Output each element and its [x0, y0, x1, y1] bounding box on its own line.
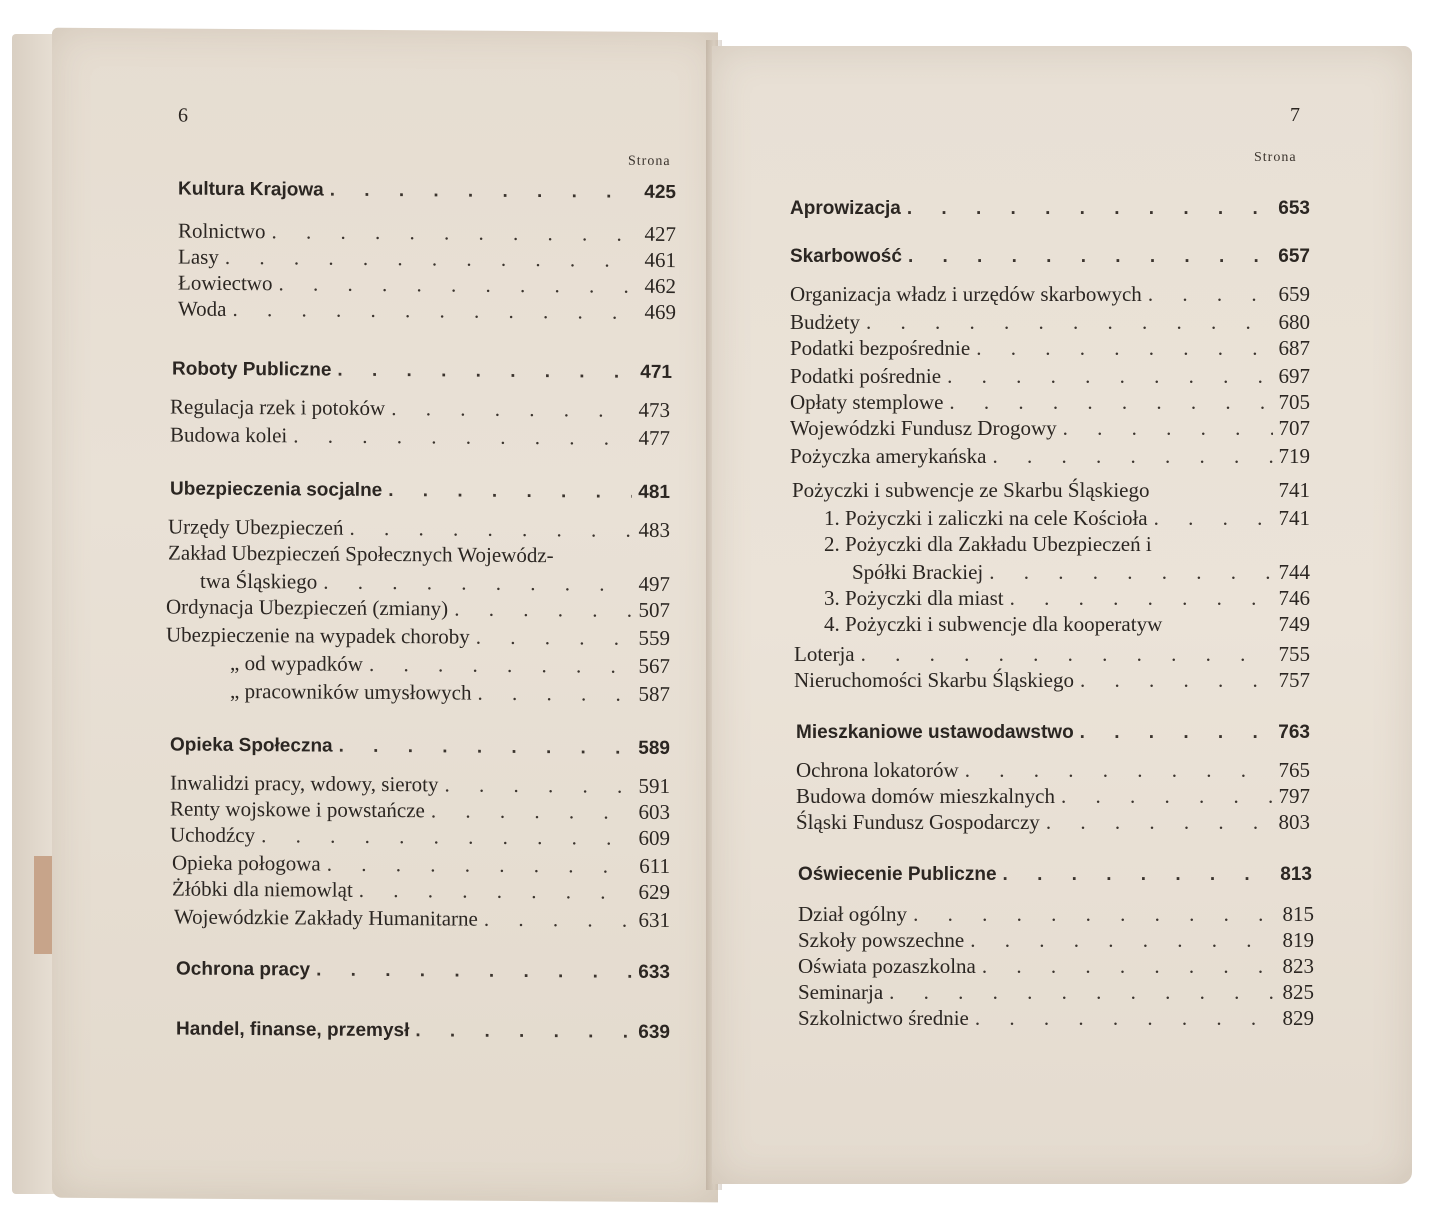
toc-entry: Żłóbki dla niemowląt . . . 629	[172, 877, 670, 905]
toc-entry: Podatki pośrednie . . . 697	[790, 364, 1310, 389]
toc-entry: Oświecenie Publiczne . . . 813	[798, 864, 1312, 886]
toc-entry-line: 2. Pożyczki dla Zakładu Ubezpieczeń i	[824, 532, 1152, 556]
toc-entry: Budżety . . . 680	[790, 310, 1310, 335]
toc-entry: Renty wojskowe i powstańcze . . . 603	[170, 796, 670, 824]
page-number: 7	[1290, 104, 1300, 126]
toc-entry: „ pracowników umysłowych . . . 587	[230, 679, 670, 707]
toc-entry: 3. Pożyczki dla miast . . . 746	[824, 586, 1310, 611]
right-page	[712, 46, 1412, 1184]
toc-entry: Budowa kolei . . . 477	[170, 422, 670, 450]
toc-entry: Kultura Krajowa . . . 425	[178, 179, 676, 204]
toc-entry: Ochrona lokatorów . . . 765	[796, 758, 1310, 783]
toc-entry: Inwalidzi pracy, wdowy, sieroty . . . 591	[170, 770, 670, 798]
toc-entry: Oświata pozaszkolna . . . 823	[798, 954, 1314, 979]
toc-entry: Ubezpieczenia socjalne . . . 481	[170, 478, 670, 503]
toc-entry-line: Zakład Ubezpieczeń Społecznych Wojewódz-	[168, 540, 554, 568]
page-number: 6	[178, 104, 188, 127]
toc-entry: Mieszkaniowe ustawodawstwo . . . 763	[796, 722, 1310, 744]
toc-entry: „ od wypadków . . . 567	[230, 651, 670, 679]
toc-entry: Śląski Fundusz Gospodarczy . . . 803	[796, 810, 1310, 835]
toc-entry: Woda . . . 469	[178, 297, 676, 325]
toc-entry: Nieruchomości Skarbu Śląskiego . . . 757	[794, 668, 1310, 693]
toc-entry: Szkolnictwo średnie . . . 829	[798, 1006, 1314, 1031]
toc-entry: 4. Pożyczki i subwencje dla kooperatyw 749	[824, 612, 1310, 636]
toc-entry: Rolnictwo . . . 427	[178, 219, 676, 247]
toc-entry: Wojewódzki Fundusz Drogowy . . . 707	[790, 416, 1310, 441]
toc-entry: Regulacja rzek i potoków . . . 473	[170, 394, 670, 422]
column-header: Strona	[1254, 150, 1297, 165]
toc-entry: Opłaty stemplowe . . . 705	[790, 390, 1310, 415]
toc-entry: twa Śląskiego . . . 497	[200, 569, 670, 597]
toc-entry: Łowiectwo . . . 462	[178, 271, 676, 299]
toc-entry: Organizacja władz i urzędów skarbowych . . . 659	[790, 282, 1310, 307]
toc-entry: Pożyczki i subwencje ze Skarbu Śląskiego 741	[792, 478, 1310, 502]
toc-entry: Aprowizacja . . . 653	[790, 198, 1310, 220]
toc-entry: Podatki bezpośrednie . . . 687	[790, 336, 1310, 361]
toc-entry: Wojewódzkie Zakłady Humanitarne . . . 631	[174, 905, 670, 933]
toc-entry: Seminarja . . . 825	[798, 980, 1314, 1005]
toc-entry: 1. Pożyczki i zaliczki na cele Kościoła . . . 741	[824, 506, 1310, 531]
toc-entry: Opieka połogowa . . . 611	[172, 851, 670, 879]
toc-entry: Uchodźcy . . . 609	[170, 822, 670, 850]
toc-entry: Ochrona pracy . . . 633	[176, 959, 670, 984]
toc-entry: Handel, finanse, przemysł . . . 639	[176, 1019, 670, 1044]
toc-entry: Urzędy Ubezpieczeń . . . 483	[168, 514, 670, 543]
column-header: Strona	[628, 153, 671, 169]
toc-entry: Opieka Społeczna . . . 589	[170, 734, 670, 759]
toc-entry: Szkoły powszechne . . . 819	[798, 928, 1314, 953]
toc-entry: Ordynacja Ubezpieczeń (zmiany) . . . 507	[166, 594, 670, 623]
left-page	[52, 28, 718, 1203]
toc-entry: Ubezpieczenie na wypadek choroby . . . 559	[166, 622, 670, 651]
toc-entry: Loterja . . . 755	[794, 642, 1310, 667]
book-edge	[12, 34, 56, 1194]
toc-entry: Skarbowość . . . 657	[790, 246, 1310, 268]
toc-entry: Pożyczka amerykańska . . . 719	[790, 444, 1310, 469]
toc-entry: Budowa domów mieszkalnych . . . 797	[796, 784, 1310, 809]
toc-entry: Roboty Publiczne . . . 471	[172, 359, 672, 384]
toc-entry: Lasy . . . 461	[178, 245, 676, 273]
toc-entry: Spółki Brackiej . . . 744	[852, 560, 1310, 585]
toc-entry: Dział ogólny . . . 815	[798, 902, 1314, 927]
